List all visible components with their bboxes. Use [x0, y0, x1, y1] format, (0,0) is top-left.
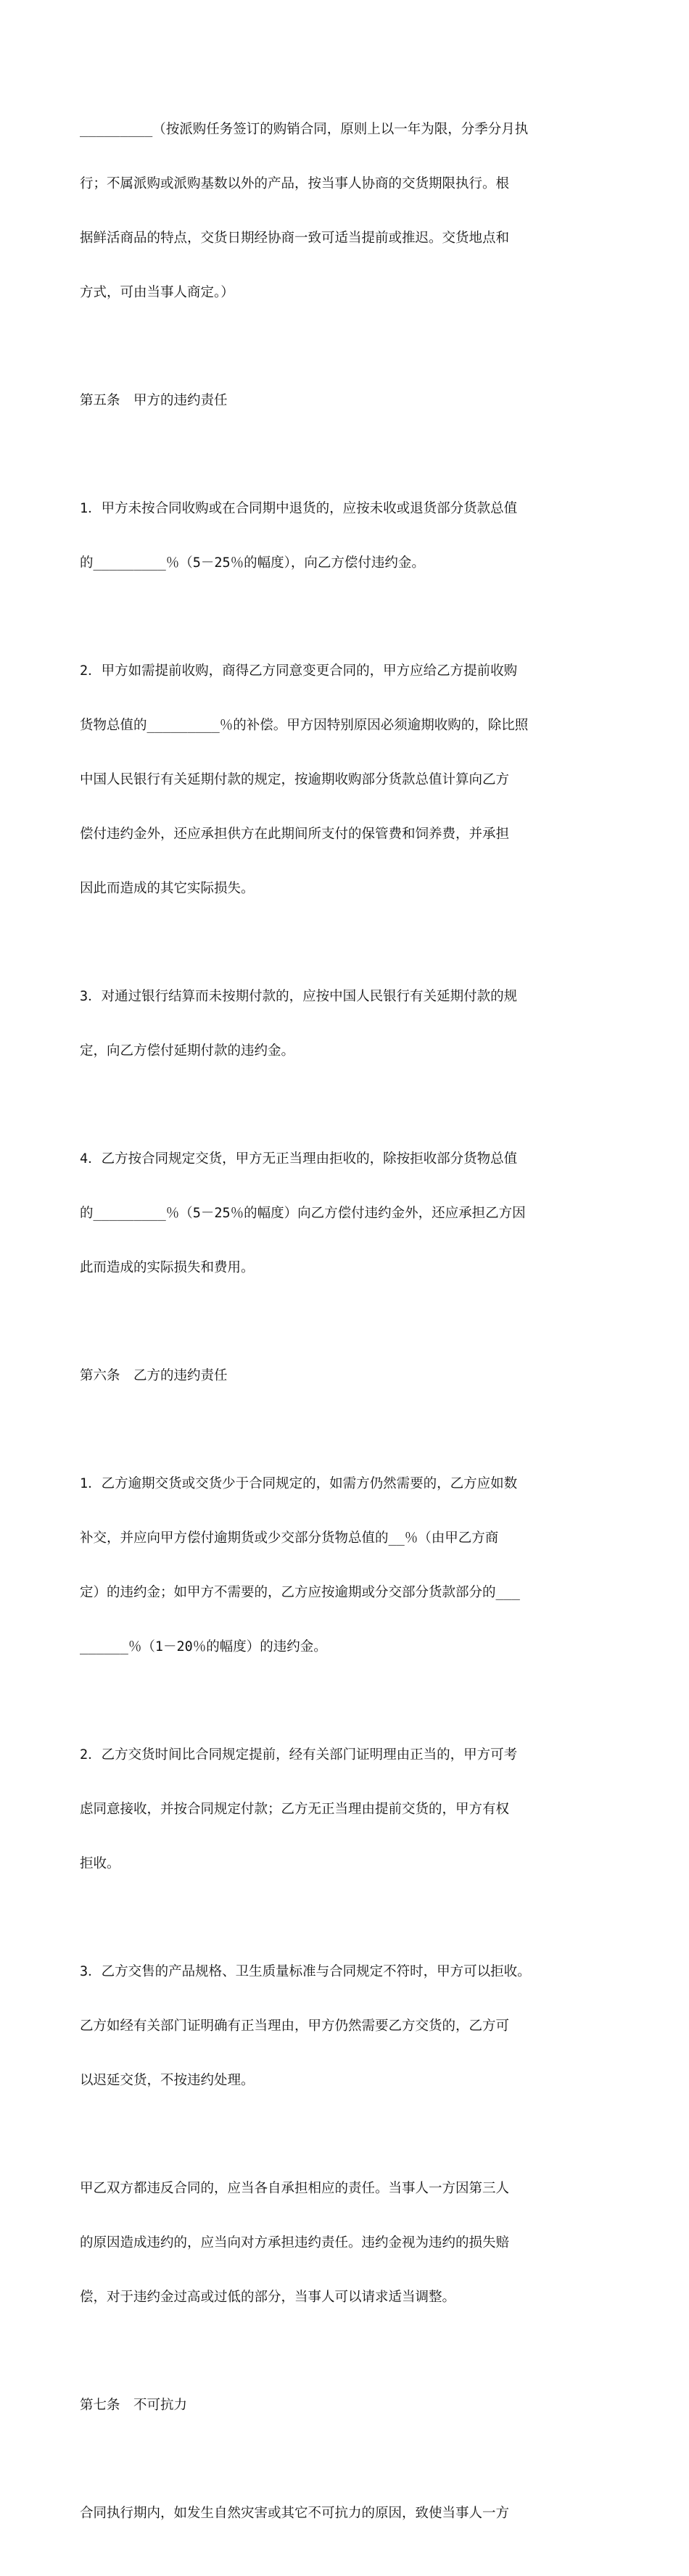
- text-line: 虑同意接收，并按合同规定付款；乙方无正当理由提前交货的，甲方有权: [80, 1802, 510, 1817]
- text-line: 甲乙双方都违反合同的，应当各自承担相应的责任。当事人一方因第三人: [80, 2181, 510, 2196]
- text-line: ______％（1－20％的幅度）的违约金。: [80, 1639, 327, 1654]
- text-line: 定，向乙方偿付延期付款的违约金。: [80, 1043, 295, 1059]
- text-line: 偿付违约金外，还应承担供方在此期间所支付的保管费和饲养费，并承担: [80, 827, 510, 842]
- text-line: _________（按派购任务签订的购销合同，原则上以一年为限，分季分月执: [80, 122, 529, 137]
- text-line: 的_________％（5－25％的幅度），向乙方偿付违约金。: [80, 555, 425, 571]
- text-line: 的_________％（5－25％的幅度）向乙方偿付违约金外，还应承担乙方因: [80, 1206, 526, 1221]
- text-line: 方式，可由当事人商定。）: [80, 285, 234, 300]
- clause-5-2: [80, 626, 613, 934]
- text-line: 补交，并应向甲方偿付逾期货或少交部分货物总值的__％（由甲乙方商: [80, 1531, 499, 1546]
- text-line: 合同执行期内，如发生自然灾害或其它不可抗力的原因，致使当事人一方: [80, 2506, 510, 2521]
- document-body: [80, 84, 613, 2576]
- paragraph-mutual-breach: [80, 2143, 613, 2343]
- text-line: 中国人民银行有关延期付款的规定，按逾期收购部分货款总值计算向乙方: [80, 772, 510, 787]
- heading-text: 第七条 不可抗力: [80, 2398, 188, 2413]
- clause-6-2: [80, 1710, 613, 1909]
- text-line: 2．甲方如需提前收购，商得乙方同意变更合同的，甲方应给乙方提前收购: [80, 663, 518, 679]
- text-line: 据鲜活商品的特点，交货日期经协商一致可适当提前或推迟。交货地点和: [80, 231, 510, 246]
- text-line: 偿，对于违约金过高或过低的部分，当事人可以请求适当调整。: [80, 2290, 456, 2305]
- text-line: 此而造成的实际损失和费用。: [80, 1260, 255, 1275]
- heading-text: 第六条 乙方的违约责任: [80, 1368, 228, 1383]
- paragraph-delivery-terms: [80, 84, 613, 338]
- text-line: 因此而造成的其它实际损失。: [80, 881, 255, 896]
- text-line: 2．乙方交货时间比合同规定提前，经有关部门证明理由正当的，甲方可考: [80, 1747, 518, 1763]
- text-line: 定）的违约金；如甲方不需要的，乙方应按逾期或分交部分货款部分的___: [80, 1585, 520, 1600]
- clause-6-3: [80, 1926, 613, 2126]
- section-heading-article-6: [80, 1330, 613, 1421]
- text-line: 的原因造成违约的，应当向对方承担违约责任。违约金视为违约的损失赔: [80, 2235, 510, 2250]
- section-heading-article-7: [80, 2360, 613, 2451]
- clause-6-1: [80, 1438, 613, 1692]
- section-heading-article-5: [80, 355, 613, 446]
- text-line: 拒收。: [80, 1856, 120, 1871]
- text-line: 3．对通过银行结算而未按期付款的，应按中国人民银行有关延期付款的规: [80, 989, 518, 1004]
- heading-text: 第五条 甲方的违约责任: [80, 393, 228, 408]
- text-line: 4．乙方按合同规定交货，甲方无正当理由拒收的，除按拒收部分货物总值: [80, 1151, 518, 1167]
- paragraph-force-majeure: [80, 2468, 613, 2559]
- text-line: 行；不属派购或派购基数以外的产品，按当事人协商的交货期限执行。根: [80, 176, 510, 191]
- text-line: 货物总值的_________％的补偿。甲方因特别原因必须逾期收购的，除比照: [80, 718, 529, 733]
- text-line: 1．乙方逾期交货或交货少于合同规定的，如需方仍然需要的，乙方应如数: [80, 1476, 518, 1491]
- text-line: 乙方如经有关部门证明确有正当理由，甲方仍然需要乙方交货的，乙方可: [80, 2018, 510, 2034]
- clause-5-1: [80, 463, 613, 608]
- text-line: 1．甲方未按合同收购或在合同期中退货的，应按未收或退货部分货款总值: [80, 501, 518, 516]
- clause-5-4: [80, 1114, 613, 1313]
- clause-5-3: [80, 951, 613, 1096]
- text-line: 以迟延交货，不按违约处理。: [80, 2073, 255, 2088]
- text-line: 3．乙方交售的产品规格、卫生质量标准与合同规定不符时，甲方可以拒收。: [80, 1964, 531, 1979]
